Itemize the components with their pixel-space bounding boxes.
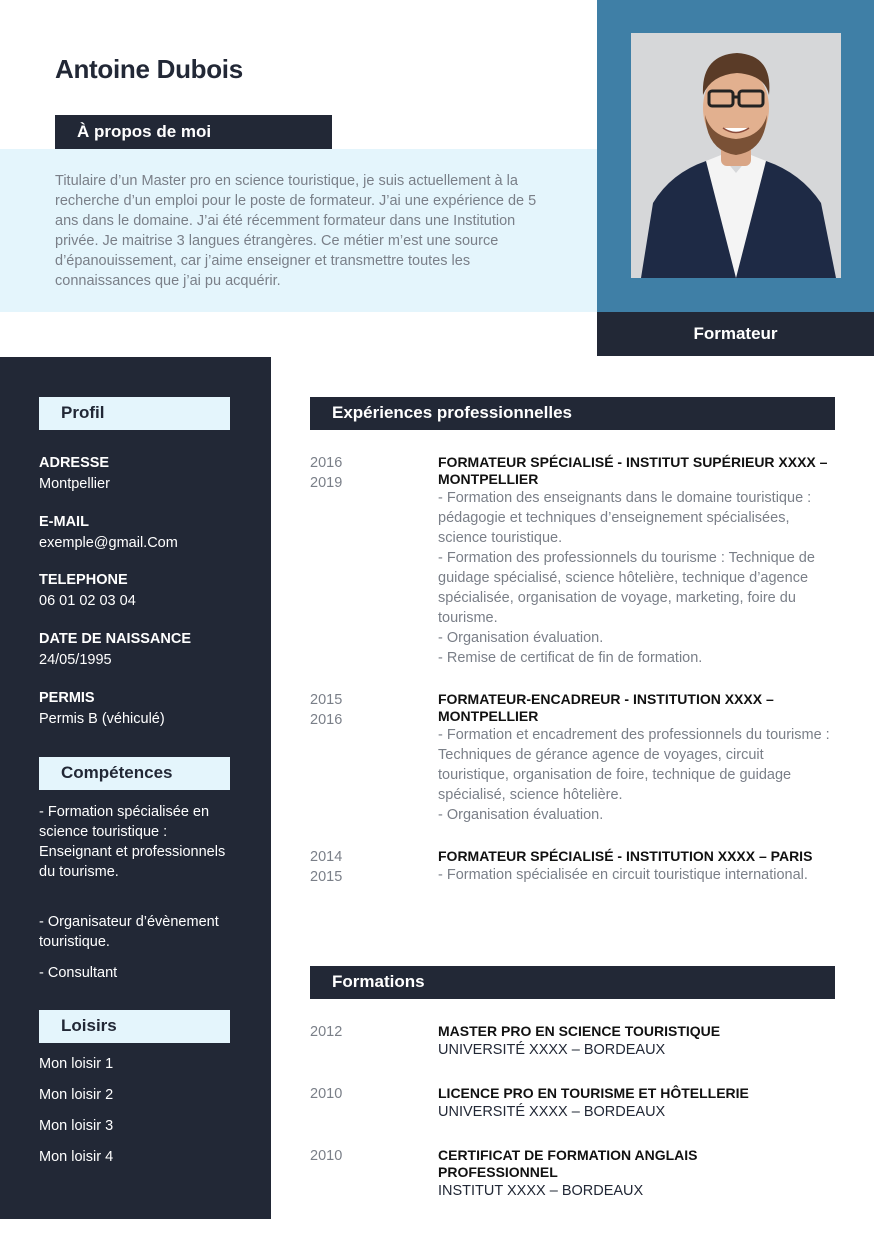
phone-label: TELEPHONE [39, 572, 128, 588]
hobby-item: Mon loisir 2 [39, 1087, 114, 1103]
experience-years [310, 847, 342, 887]
experience-entry [438, 848, 833, 885]
education-title: LICENCE PRO EN TOURISME ET HÔTELLERIE [438, 1085, 749, 1101]
experience-line: - Formation et encadrement des professionnels du tourisme : Techniques de gérance agence de voyages, circuit touristique, organisation de foire, technique de guidage spécialisé, science hôtelière. [438, 727, 830, 803]
education-school: UNIVERSITÉ XXXX – BORDEAUX [438, 1104, 666, 1120]
email-value: exemple@gmail.Com [39, 535, 178, 551]
hobby-item: Mon loisir 4 [39, 1149, 114, 1165]
experience-line: - Organisation évaluation. [438, 630, 604, 646]
experience-title: FORMATEUR-ENCADREUR - INSTITUTION XXXX – MONTPELLIER [438, 691, 774, 724]
education-year: 2010 [310, 1148, 343, 1164]
education-entry [438, 1023, 833, 1060]
email-label: E-MAIL [39, 514, 89, 530]
about-heading: À propos de moi [55, 115, 332, 149]
year-start: 2015 [310, 692, 343, 708]
experience-years [310, 690, 342, 730]
skill-item: - Consultant [39, 965, 118, 981]
skill-item: - Organisateur d’évènement touristique. [39, 914, 219, 950]
experience-line: - Formation des professionnels du tourisme : Technique de guidage spécialisé, science hôtelière, technique d’agence spécialisée, organisation de voyage, marketing, foire du tourisme. [438, 550, 815, 626]
education-year: 2010 [310, 1086, 343, 1102]
education-entry [438, 1147, 758, 1201]
experience-title: FORMATEUR SPÉCIALISÉ - INSTITUT SUPÉRIEUR XXXX – MONTPELLIER [438, 454, 828, 487]
about-text: Titulaire d’un Master pro en science touristique, je suis actuellement à la recherche d’un emploi pour le poste de formateur. J’ai une expérience de 5 ans dans le domaine. J’ai été récemment formateur dans une Institution privée. Je maitrise 3 langues étrangères. Ce métier m’est une source d’épanouissement, car j’aime enseigner et transmettre toutes les connaissances que j’ai pu acquérir. [55, 173, 537, 289]
education-school: INSTITUT XXXX – BORDEAUX [438, 1183, 644, 1199]
birthdate-label: DATE DE NAISSANCE [39, 631, 191, 647]
birthdate-value: 24/05/1995 [39, 652, 112, 668]
profile-photo [631, 33, 841, 278]
experience-years [310, 453, 342, 493]
experience-heading: Expériences professionnelles [310, 397, 835, 430]
education-entry [438, 1085, 833, 1122]
license-value: Permis B (véhiculé) [39, 711, 165, 727]
year-end: 2015 [310, 869, 343, 885]
education-school: UNIVERSITÉ XXXX – BORDEAUX [438, 1042, 666, 1058]
job-title: Formateur [597, 312, 874, 356]
experience-line: - Formation des enseignants dans le domaine touristique : pédagogie et techniques d’enseignement spécialisées, science touristique. [438, 490, 812, 546]
hobbies-heading: Loisirs [39, 1010, 230, 1043]
experience-line: - Formation spécialisée en circuit touristique international. [438, 867, 808, 883]
phone-value: 06 01 02 03 04 [39, 593, 136, 609]
skill-item: - Formation spécialisée en science touristique : Enseignant et professionnels du tourisme. [39, 804, 226, 880]
address-value: Montpellier [39, 476, 110, 492]
address-label: ADRESSE [39, 455, 110, 471]
experience-line: - Remise de certificat de fin de formation. [438, 650, 703, 666]
license-label: PERMIS [39, 690, 95, 706]
year-start: 2014 [310, 849, 343, 865]
education-title: MASTER PRO EN SCIENCE TOURISTIQUE [438, 1023, 721, 1039]
education-title: CERTIFICAT DE FORMATION ANGLAIS PROFESSIONNEL [438, 1147, 698, 1180]
education-heading: Formations [310, 966, 835, 999]
candidate-name: Antoine Dubois [55, 54, 243, 84]
year-end: 2016 [310, 712, 343, 728]
profile-heading: Profil [39, 397, 230, 430]
experience-entry [438, 454, 833, 668]
year-end: 2019 [310, 475, 343, 491]
experience-entry [438, 691, 833, 825]
hobby-item: Mon loisir 1 [39, 1056, 114, 1072]
education-year: 2012 [310, 1024, 343, 1040]
hobby-item: Mon loisir 3 [39, 1118, 114, 1134]
skills-heading: Compétences [39, 757, 230, 790]
year-start: 2016 [310, 455, 343, 471]
experience-title: FORMATEUR SPÉCIALISÉ - INSTITUTION XXXX – PARIS [438, 848, 813, 864]
experience-line: - Organisation évaluation. [438, 807, 604, 823]
